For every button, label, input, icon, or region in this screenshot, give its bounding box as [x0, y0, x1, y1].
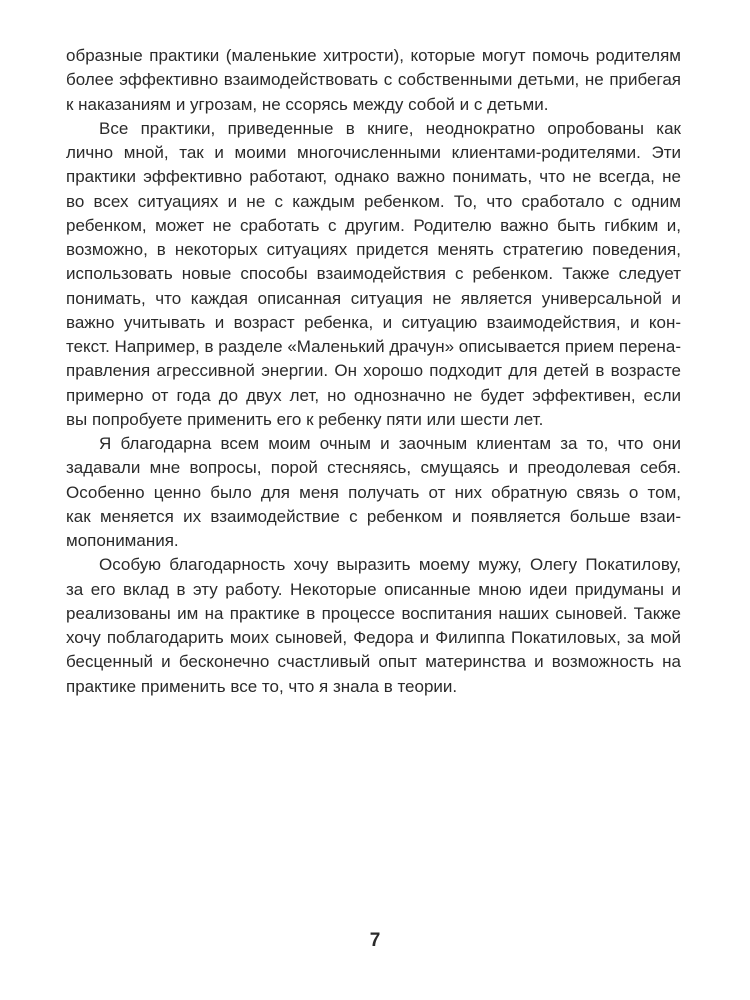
text-line: использовать новые способы взаимодействия с ребенком. Также следует	[66, 264, 681, 284]
paragraph-1	[66, 44, 681, 117]
text-line: возможно, в некоторых ситуациях придется менять стратегию поведения,	[66, 240, 681, 259]
paragraph-2	[66, 117, 681, 432]
text-line: Особую благодарность хочу выразить моему мужу, Олегу Покатилову,	[99, 555, 681, 575]
text-line: важно учитывать и возраст ребенка, и ситуацию взаимодействия, и кон-	[66, 312, 681, 332]
text-line: во всех ситуациях и не с каждым ребенком. То, что сработало с одним	[66, 191, 681, 211]
text-line: Я благодарна всем моим очным и заочным клиентам за то, что они	[99, 434, 681, 453]
text-line: примерно от года до двух лет, но однозначно не будет эффективен, если	[66, 385, 681, 405]
text-line: вы попробуете применить его к ребенку пяти или шести лет.	[66, 409, 544, 429]
body-text	[66, 44, 681, 699]
text-line: Особенно ценно было для меня получать от них обратную связь о том,	[66, 482, 681, 502]
text-line: понимать, что каждая описанная ситуация не является универсальной и	[66, 288, 681, 308]
text-line: текст. Например, в разделе «Маленький драчун» описывается прием перена-	[66, 337, 681, 356]
text-line: образные практики (маленькие хитрости), которые могут помочь родителям	[66, 46, 681, 65]
text-line: правления агрессивной энергии. Он хорошо подходит для детей в возрасте	[66, 361, 681, 381]
paragraph-4	[66, 553, 681, 699]
text-line: как меняется их взаимодействие с ребенком и появляется больше взаи-	[66, 506, 681, 526]
text-line: ребенком, может не сработать с другим. Родителю важно быть гибким и,	[66, 215, 681, 235]
text-line: Все практики, приведенные в книге, неоднократно опробованы как	[99, 118, 681, 138]
text-line: лично мной, так и моими многочисленными клиентами-родителями. Эти	[66, 143, 681, 162]
text-line: реализованы им на практике в процессе воспитания наших сыновей. Также	[66, 603, 681, 623]
text-line: практики эффективно работают, однако важно понимать, что не всегда, не	[66, 167, 681, 187]
text-line: бесценный и бесконечно счастливый опыт материнства и возможность на	[66, 652, 681, 672]
text-line: за его вклад в эту работу. Некоторые описанные мною идеи придуманы и	[66, 579, 681, 599]
paragraph-3	[66, 432, 681, 553]
text-line: практике применить все то, что я знала в теории.	[66, 676, 458, 696]
text-line: задавали мне вопросы, порой стесняясь, смущаясь и преодолевая себя.	[66, 458, 681, 478]
text-line: более эффективно взаимодействовать с собственными детьми, не прибегая	[66, 70, 681, 90]
page-number: 7	[369, 930, 381, 951]
text-line: мопонимания.	[66, 531, 179, 550]
text-line: хочу поблагодарить моих сыновей, Федора и Филиппа Покатиловых, за мой	[66, 628, 681, 647]
text-line: к наказаниям и угрозам, не ссорясь между собой и с детьми.	[66, 94, 549, 114]
